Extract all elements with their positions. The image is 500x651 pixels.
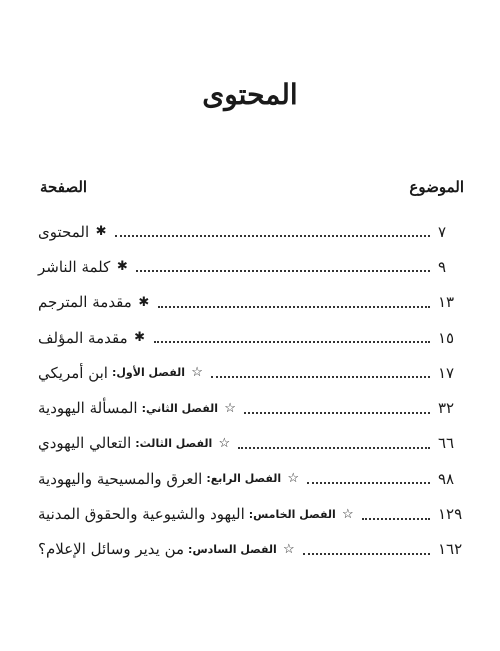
- dot-leader: [303, 538, 430, 555]
- toc-page-number: ٧: [438, 222, 447, 241]
- toc-row: [38, 285, 464, 320]
- toc-entry: [38, 399, 236, 417]
- toc-entry-label: من يدير وسائل الإعلام؟: [38, 540, 185, 559]
- toc-page-number: ١٥: [438, 328, 455, 347]
- toc-entry-label: ابن أمريكي: [38, 363, 108, 382]
- star-bullet-icon: ☆: [224, 400, 236, 416]
- star-bullet-icon: ☆: [191, 365, 203, 381]
- toc-page-number: ٩٨: [438, 469, 455, 488]
- asterisk-bullet-icon: ✱: [138, 294, 150, 310]
- asterisk-bullet-icon: ✱: [134, 330, 146, 346]
- dot-leader: [238, 432, 430, 449]
- star-bullet-icon: ☆: [341, 506, 354, 522]
- toc-page-number: ٣٢: [438, 399, 455, 418]
- toc-entry: [38, 540, 295, 558]
- toc-entry: [38, 223, 107, 241]
- dot-leader: [307, 467, 430, 484]
- topic-column-header: الموضوع: [409, 178, 464, 196]
- toc-row: [38, 532, 464, 567]
- toc-row: [38, 390, 464, 425]
- toc-page-number: ١٢٩: [438, 505, 463, 524]
- toc-page-number: ١٧: [438, 363, 455, 382]
- toc-entry-label: مقدمة المؤلف: [38, 328, 128, 347]
- toc-entry-label: اليهود والشيوعية والحقوق المدنية: [38, 505, 245, 524]
- dot-leader: [362, 503, 430, 520]
- chapter-prefix: الفصل السادس:: [188, 542, 277, 556]
- toc-row: [38, 496, 464, 531]
- table-of-contents: [38, 214, 464, 567]
- star-bullet-icon: ☆: [218, 435, 231, 451]
- asterisk-bullet-icon: ✱: [95, 224, 107, 240]
- toc-entry-label: المحتوى: [38, 222, 90, 241]
- dot-leader: [211, 361, 430, 378]
- dot-leader: [115, 220, 430, 237]
- chapter-prefix: الفصل الثاني:: [141, 401, 219, 415]
- toc-entry: [38, 293, 150, 311]
- toc-row: [38, 249, 464, 284]
- star-bullet-icon: ☆: [282, 541, 295, 557]
- chapter-prefix: الفصل الرابع:: [206, 472, 282, 486]
- toc-entry-label: كلمة الناشر: [38, 257, 111, 276]
- chapter-prefix: الفصل الأول:: [111, 366, 186, 380]
- toc-entry: [38, 470, 299, 488]
- toc-page-number: ١٣: [438, 293, 455, 312]
- toc-page-number: ١٦٢: [438, 540, 463, 559]
- toc-entry-label: مقدمة المترجم: [38, 293, 132, 312]
- dot-leader: [136, 255, 430, 272]
- toc-page-number: ٩: [438, 257, 447, 276]
- dot-leader: [154, 326, 430, 343]
- toc-row: [38, 214, 464, 249]
- toc-row: [38, 426, 464, 461]
- toc-entry: [38, 329, 146, 347]
- toc-row: [38, 461, 464, 496]
- dot-leader: [158, 291, 430, 308]
- toc-entry-label: التعالي اليهودي: [38, 434, 132, 453]
- toc-entry-label: المسألة اليهودية: [38, 399, 138, 418]
- toc-entry: [38, 364, 203, 382]
- chapter-prefix: الفصل الثالث:: [135, 436, 213, 450]
- chapter-prefix: الفصل الخامس:: [248, 507, 336, 521]
- toc-entry-label: العرق والمسيحية واليهودية: [38, 469, 203, 488]
- toc-entry: [38, 505, 354, 523]
- toc-entry: [38, 258, 128, 276]
- page-column-header: الصفحة: [40, 178, 88, 196]
- asterisk-bullet-icon: ✱: [116, 259, 128, 275]
- toc-row: [38, 355, 464, 390]
- page-title: المحتوى: [202, 78, 298, 111]
- dot-leader: [244, 397, 430, 414]
- toc-row: [38, 320, 464, 355]
- star-bullet-icon: ☆: [287, 471, 300, 487]
- toc-page-number: ٦٦: [438, 434, 455, 453]
- toc-entry: [38, 434, 230, 452]
